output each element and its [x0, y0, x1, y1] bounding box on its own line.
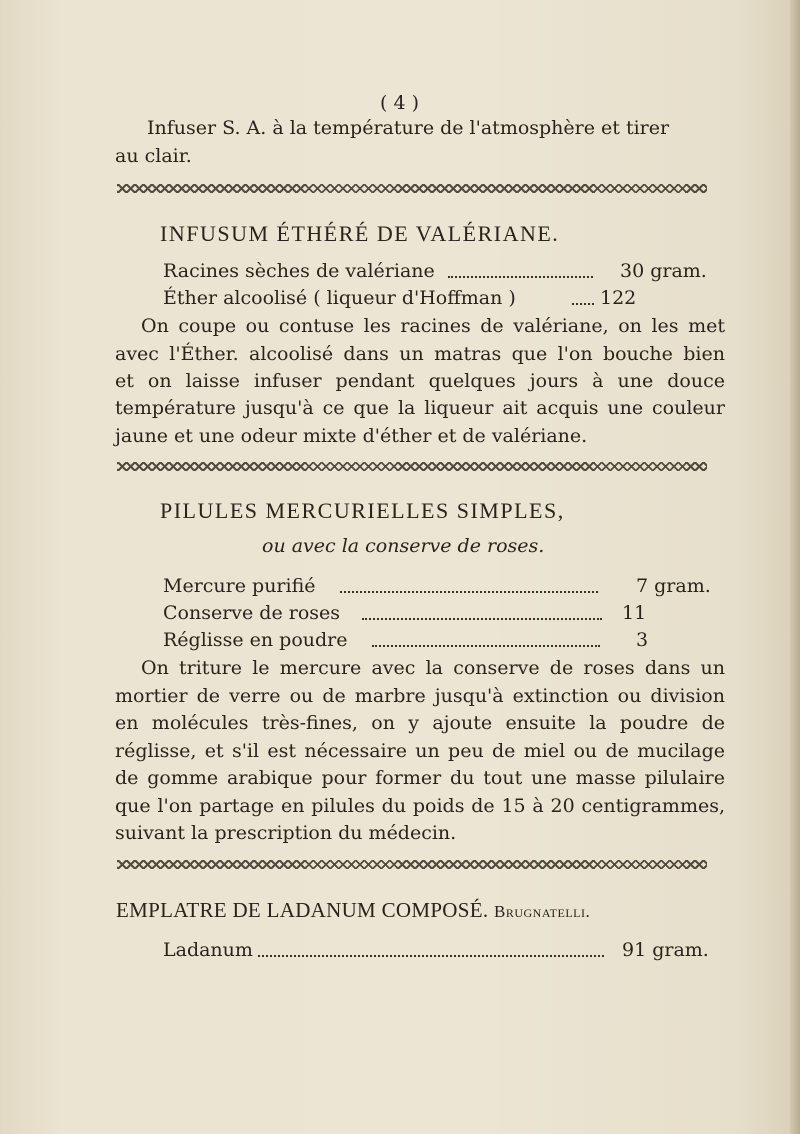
- ingredient-name: Ladanum: [163, 939, 253, 961]
- section-author: Brugnatelli.: [494, 902, 591, 921]
- dot-leader: [340, 591, 598, 593]
- section-title-text: EMPLATRE DE LADANUM COMPOSÉ.: [116, 898, 489, 922]
- dot-leader: [448, 276, 593, 278]
- page-number: ( 4 ): [380, 92, 419, 114]
- section-subtitle: ou avec la conserve de roses.: [262, 535, 545, 557]
- ingredient-qty: 122: [600, 287, 637, 309]
- body-line: température jusqu'à ce que la liqueur ait acquis une couleur: [115, 397, 725, 419]
- ingredient-name: Éther alcoolisé ( liqueur d'Hoffman ): [163, 287, 516, 309]
- body-line: et on laisse infuser pendant quelques jours à une douce: [115, 370, 725, 392]
- body-line: en molécules très-fines, on y ajoute ensuite la poudre de: [115, 712, 725, 734]
- dot-leader: [572, 303, 594, 305]
- body-line: de gomme arabique pour former du tout une masse pilulaire: [115, 767, 725, 789]
- ingredient-qty: 91 gram.: [622, 939, 709, 961]
- ingredient-qty: 3: [636, 629, 649, 651]
- body-line: mortier de verre ou de marbre jusqu'à extinction ou division: [115, 685, 725, 707]
- body-line: suivant la prescription du médecin.: [115, 822, 457, 844]
- body-line: que l'on partage en pilules du poids de 15 à 20 centigrammes,: [115, 795, 725, 817]
- dot-leader: [362, 618, 602, 620]
- body-line: réglisse, et s'il est nécessaire un peu de miel ou de mucilage: [115, 740, 725, 762]
- page-edge: [790, 0, 800, 1134]
- body-line: On triture le mercure avec la conserve de roses dans un: [141, 657, 725, 679]
- section-title-valeriane: INFUSUM ÉTHÉRÉ DE VALÉRIANE.: [160, 221, 560, 246]
- section-title-pilules: PILULES MERCURIELLES SIMPLES,: [160, 498, 565, 523]
- dot-leader: [258, 955, 604, 957]
- section-title-emplatre: [116, 898, 590, 923]
- ingredient-name: Racines sèches de valériane: [163, 260, 435, 282]
- ornamental-divider: [117, 184, 707, 193]
- body-line: avec l'Éther. alcoolisé dans un matras que l'on bouche bien: [115, 343, 725, 365]
- ingredient-qty: 11: [622, 602, 647, 624]
- intro-line-1: Infuser S. A. à la température de l'atmosphère et tirer: [147, 117, 670, 139]
- ingredient-name: Mercure purifié: [163, 575, 316, 597]
- body-line: On coupe ou contuse les racines de valériane, on les met: [141, 315, 725, 337]
- ornamental-divider: [117, 860, 707, 869]
- dot-leader: [372, 645, 600, 647]
- ingredient-name: Réglisse en poudre: [163, 629, 348, 651]
- body-line: jaune et une odeur mixte d'éther et de valériane.: [115, 425, 588, 447]
- ingredient-qty: 30 gram.: [620, 260, 707, 282]
- ingredient-qty: 7 gram.: [636, 575, 711, 597]
- ornamental-divider: [117, 462, 707, 471]
- ingredient-name: Conserve de roses: [163, 602, 341, 624]
- intro-line-2: au clair.: [115, 145, 192, 167]
